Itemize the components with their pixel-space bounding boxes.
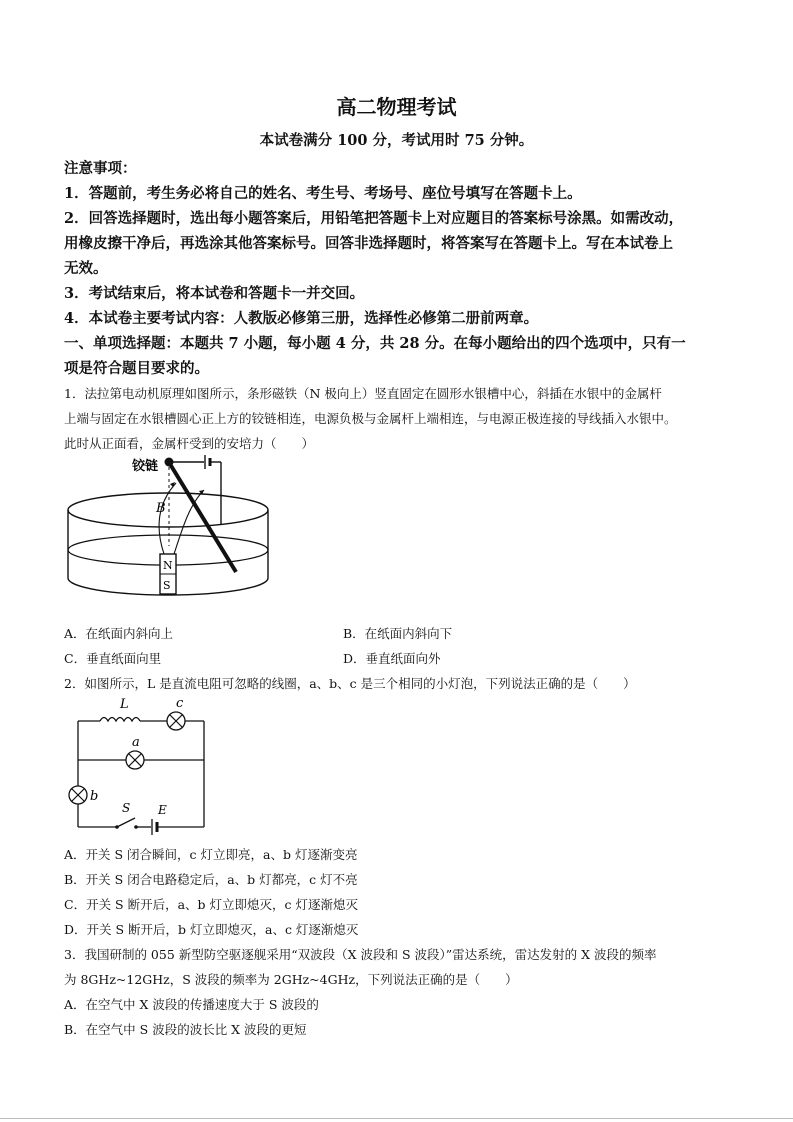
q1-option-b: B．在纸面内斜向下 bbox=[343, 626, 453, 641]
q2-option-c: C．开关 S 断开后，a、b 灯立即熄灭，c 灯逐渐熄灭 bbox=[64, 897, 358, 912]
section-heading-line-1: 一、单项选择题：本题共 7 小题，每小题 4 分，共 28 分。在每小题给出的四个选项中，只有一 bbox=[64, 335, 686, 352]
page-title: 高二物理考试 bbox=[336, 95, 457, 119]
notice-item-2-line-2: 用橡皮擦干净后，再选涂其他答案标号。回答非选择题时，将答案写在答题卡上。写在本试卷上 bbox=[64, 235, 673, 252]
q1-stem-line-1: 1．法拉第电动机原理如图所示，条形磁铁（N 极向上）竖直固定在圆形水银槽中心，斜插在水银中的金属杆 bbox=[64, 386, 662, 401]
notice-heading: 注意事项： bbox=[64, 160, 137, 177]
notice-item-4: 4．本试卷主要考试内容：人教版必修第三册，选择性必修第二册前两章。 bbox=[64, 310, 539, 327]
q2-option-d: D．开关 S 断开后，b 灯立即熄灭，a、c 灯逐渐熄灭 bbox=[64, 922, 359, 937]
q1-option-c: C．垂直纸面向里 bbox=[64, 651, 162, 666]
q1-option-d: D．垂直纸面向外 bbox=[343, 651, 441, 666]
q3-stem-line-2: 为 8GHz~12GHz，S 波段的频率为 2GHz~4GHz，下列说法正确的是（ ） bbox=[64, 972, 518, 987]
lamp-b-label: b bbox=[90, 789, 99, 804]
exam-subtitle: 本试卷满分 100 分，考试用时 75 分钟。 bbox=[259, 132, 534, 149]
q3-stem-line-1: 3．我国研制的 055 新型防空驱逐舰采用“双波段（X 波段和 S 波段）”雷达系统，雷达发射的 X 波段的频率 bbox=[64, 947, 657, 962]
magnet-south-label: S bbox=[163, 579, 171, 592]
metal-rod bbox=[170, 464, 236, 572]
q1-figure bbox=[64, 450, 274, 610]
lamp-c-label: c bbox=[176, 696, 184, 711]
notice-item-2-line-1: 2．回答选择题时，选出每小题答案后，用铅笔把答题卡上对应题目的答案标号涂黑。如需改动， bbox=[64, 210, 684, 227]
q1-stem-line-2: 上端与固定在水银槽圆心正上方的铰链相连，电源负极与金属杆上端相连，与电源正极连接的导线插入水银中。 bbox=[64, 411, 677, 426]
magnet-north-label: N bbox=[163, 559, 173, 572]
q2-circuit bbox=[64, 694, 214, 834]
mercury-tank bbox=[68, 493, 268, 527]
field-line-right bbox=[174, 490, 204, 554]
lamp-a-label: a bbox=[132, 735, 140, 750]
notice-item-1: 1．答题前，考生务必将自己的姓名、考生号、考场号、座位号填写在答题卡上。 bbox=[64, 185, 582, 202]
q1-stem-line-3: 此时从正面看，金属杆受到的安培力（ ） bbox=[64, 436, 315, 451]
page-bottom-divider bbox=[0, 1118, 793, 1119]
notice-item-3: 3．考试结束后，将本试卷和答题卡一并交回。 bbox=[64, 285, 365, 302]
notice-item-2-line-3: 无效。 bbox=[64, 260, 108, 277]
inductor-icon bbox=[100, 718, 140, 722]
battery-label: E bbox=[158, 803, 167, 817]
section-heading-line-2: 项是符合题目要求的。 bbox=[64, 360, 209, 377]
q2-option-a: A．开关 S 闭合瞬间，c 灯立即亮，a、b 灯逐渐变亮 bbox=[64, 847, 358, 862]
q3-option-b: B．在空气中 S 波段的波长比 X 波段的更短 bbox=[64, 1022, 307, 1037]
hinge-label: 铰链 bbox=[132, 459, 159, 474]
q1-option-a: A．在纸面内斜向上 bbox=[64, 626, 174, 641]
q2-option-b: B．开关 S 闭合电路稳定后，a、b 灯都亮，c 灯不亮 bbox=[64, 872, 358, 887]
switch-label: S bbox=[122, 801, 131, 815]
q3-option-a: A．在空气中 X 波段的传播速度大于 S 波段的 bbox=[64, 997, 319, 1012]
field-label: B bbox=[156, 501, 166, 516]
switch-icon bbox=[117, 818, 135, 827]
inductor-label: L bbox=[120, 697, 129, 712]
q2-stem-line-1: 2．如图所示，L 是直流电阻可忽略的线圈，a、b、c 是三个相同的小灯泡，下列说法正确的是（ ） bbox=[64, 676, 636, 691]
